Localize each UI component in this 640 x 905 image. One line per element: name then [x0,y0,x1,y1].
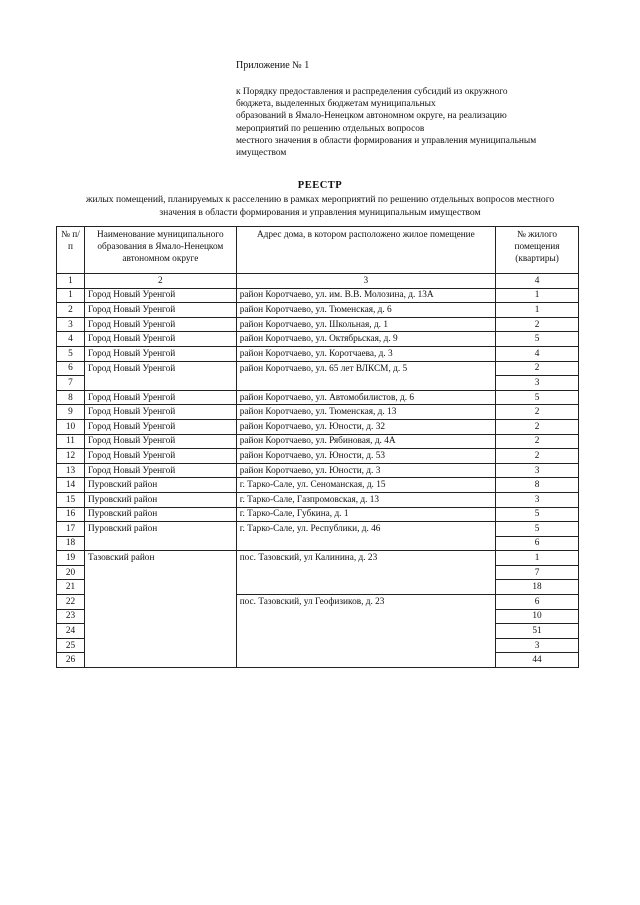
row-address: район Коротчаево, ул. Тюменская, д. 13 [236,405,495,420]
row-apartment: 10 [496,609,579,624]
row-number: 4 [57,332,85,347]
row-apartment: 3 [496,638,579,653]
row-apartment: 1 [496,303,579,318]
row-municipality: Город Новый Уренгой [84,288,236,303]
row-municipality [84,536,236,551]
row-apartment: 3 [496,376,579,391]
table-row [57,346,579,361]
row-number: 17 [57,522,85,537]
row-address [236,536,495,551]
row-address: район Коротчаево, ул. Автомобилистов, д. 6 [236,390,495,405]
table-row [57,478,579,493]
column-number-row [57,274,579,289]
row-number: 19 [57,551,85,566]
table-row [57,551,579,566]
row-municipality [84,653,236,668]
row-address [236,638,495,653]
header-address: Адрес дома, в котором расположено жилое помещение [236,227,495,274]
table-row [57,624,579,639]
table-row [57,609,579,624]
table-row [57,565,579,580]
row-municipality: Город Новый Уренгой [84,361,236,376]
row-municipality: Пуровский район [84,478,236,493]
table-row [57,332,579,347]
row-apartment: 5 [496,390,579,405]
row-number: 16 [57,507,85,522]
appendix-line: к Порядку предоставления и распределения субсидий из окружного [236,87,508,97]
row-apartment: 6 [496,595,579,610]
table-row [57,288,579,303]
row-address: район Коротчаево, ул. Октябрьская, д. 9 [236,332,495,347]
table-row [57,419,579,434]
row-apartment: 2 [496,449,579,464]
row-apartment: 2 [496,405,579,420]
row-address: район Коротчаево, ул. Юности, д. 3 [236,463,495,478]
table-row [57,390,579,405]
table-row [57,492,579,507]
row-apartment: 3 [496,463,579,478]
table-row [57,361,579,376]
table-row [57,507,579,522]
row-number: 5 [57,346,85,361]
row-municipality: Город Новый Уренгой [84,346,236,361]
row-municipality [84,595,236,610]
row-apartment: 5 [496,507,579,522]
row-municipality: Пуровский район [84,492,236,507]
appendix-line: имуществом [236,148,287,159]
row-number: 14 [57,478,85,493]
subtitle-line: жилых помещений, планируемых к расселению в рамках мероприятий по решению отдельных вопросов местного [85,194,555,205]
table-row [57,405,579,420]
table-row [57,536,579,551]
table-row [57,580,579,595]
row-municipality [84,565,236,580]
row-number: 10 [57,419,85,434]
row-address: район Коротчаево, ул. Юности, д. 53 [236,449,495,464]
row-apartment: 3 [496,492,579,507]
row-apartment: 5 [496,332,579,347]
appendix-line: местного значения в области формирования и управления муниципальным [236,135,537,146]
row-address: пос. Тазовский, ул Геофизиков, д. 23 [236,595,495,610]
row-address: г. Тарко-Сале, Губкина, д. 1 [236,507,495,522]
row-number: 15 [57,492,85,507]
row-apartment: 2 [496,419,579,434]
row-number: 20 [57,565,85,580]
appendix-text [236,86,566,159]
row-address [236,653,495,668]
registry-body [57,288,579,667]
row-address: г. Тарко-Сале, ул. Республики, д. 46 [236,522,495,537]
row-apartment: 1 [496,551,579,566]
row-apartment: 2 [496,317,579,332]
row-number: 6 [57,361,85,376]
appendix-line: образований в Ямало-Ненецком автономном округе, на реализацию [236,111,507,122]
row-address [236,376,495,391]
header-number: № п/п [57,227,85,274]
row-municipality [84,580,236,595]
row-address: район Коротчаево, ул. им. В.В. Молозина, д. 13А [236,288,495,303]
row-number: 24 [57,624,85,639]
row-apartment: 18 [496,580,579,595]
appendix-line: мероприятий по решению отдельных вопросов [236,123,425,134]
row-apartment: 51 [496,624,579,639]
row-municipality: Город Новый Уренгой [84,405,236,420]
row-apartment: 5 [496,522,579,537]
row-municipality: Город Новый Уренгой [84,449,236,464]
row-address [236,624,495,639]
row-apartment: 4 [496,346,579,361]
row-municipality: Тазовский район [84,551,236,566]
row-number: 22 [57,595,85,610]
table-row [57,317,579,332]
row-number: 23 [57,609,85,624]
header-municipality: Наименование муниципального образования в Ямало-Ненецком автономном округе [84,227,236,274]
table-row [57,595,579,610]
row-address: район Коротчаево, ул. Тюменская, д. 6 [236,303,495,318]
row-address [236,609,495,624]
row-number: 18 [57,536,85,551]
document-subtitle [50,193,590,219]
row-municipality [84,376,236,391]
table-row [57,653,579,668]
row-address [236,565,495,580]
row-apartment: 6 [496,536,579,551]
row-municipality: Пуровский район [84,507,236,522]
row-address: район Коротчаево, ул. Юности, д. 32 [236,419,495,434]
row-number: 11 [57,434,85,449]
table-row [57,449,579,464]
row-address: район Коротчаево, ул. Школьная, д. 1 [236,317,495,332]
document-title: РЕЕСТР [297,180,343,191]
row-number: 1 [57,288,85,303]
header-apartment: № жилого помещения (квартиры) [496,227,579,274]
row-apartment: 2 [496,434,579,449]
row-municipality [84,624,236,639]
row-number: 12 [57,449,85,464]
row-number: 21 [57,580,85,595]
row-municipality: Город Новый Уренгой [84,332,236,347]
row-address: г. Тарко-Сале, Газпромовская, д. 13 [236,492,495,507]
row-address: район Коротчаево, ул. 65 лет ВЛКСМ, д. 5 [236,361,495,376]
row-number: 7 [57,376,85,391]
row-municipality: Город Новый Уренгой [84,317,236,332]
table-row [57,463,579,478]
row-address: район Коротчаево, ул. Коротчаева, д. 3 [236,346,495,361]
appendix-line: бюджета, выделенных бюджетам муниципальных [236,99,436,110]
row-address [236,580,495,595]
row-number: 9 [57,405,85,420]
subtitle-line: значения в области формирования и управления муниципальным имуществом [159,207,481,218]
row-address: г. Тарко-Сале, ул. Сеноманская, д. 15 [236,478,495,493]
table-row [57,303,579,318]
row-municipality [84,638,236,653]
table-row [57,638,579,653]
column-number: 3 [236,274,495,289]
row-number: 2 [57,303,85,318]
row-number: 8 [57,390,85,405]
row-municipality: Город Новый Уренгой [84,434,236,449]
row-apartment: 7 [496,565,579,580]
row-apartment: 2 [496,361,579,376]
row-municipality: Город Новый Уренгой [84,419,236,434]
row-municipality: Город Новый Уренгой [84,390,236,405]
row-number: 25 [57,638,85,653]
row-municipality [84,609,236,624]
row-apartment: 44 [496,653,579,668]
row-address: район Коротчаево, ул. Рябиновая, д. 4А [236,434,495,449]
table-header-row [57,227,579,274]
appendix-title: Приложение № 1 [236,60,310,71]
table-row [57,434,579,449]
row-apartment: 1 [496,288,579,303]
row-municipality: Город Новый Уренгой [84,303,236,318]
row-municipality: Пуровский район [84,522,236,537]
row-number: 13 [57,463,85,478]
column-number: 1 [57,274,85,289]
row-number: 3 [57,317,85,332]
column-number: 2 [84,274,236,289]
row-municipality: Город Новый Уренгой [84,463,236,478]
row-apartment: 8 [496,478,579,493]
column-number: 4 [496,274,579,289]
table-row [57,522,579,537]
registry-table [56,226,579,668]
table-row [57,376,579,391]
row-address: пос. Тазовский, ул Калинина, д. 23 [236,551,495,566]
row-number: 26 [57,653,85,668]
